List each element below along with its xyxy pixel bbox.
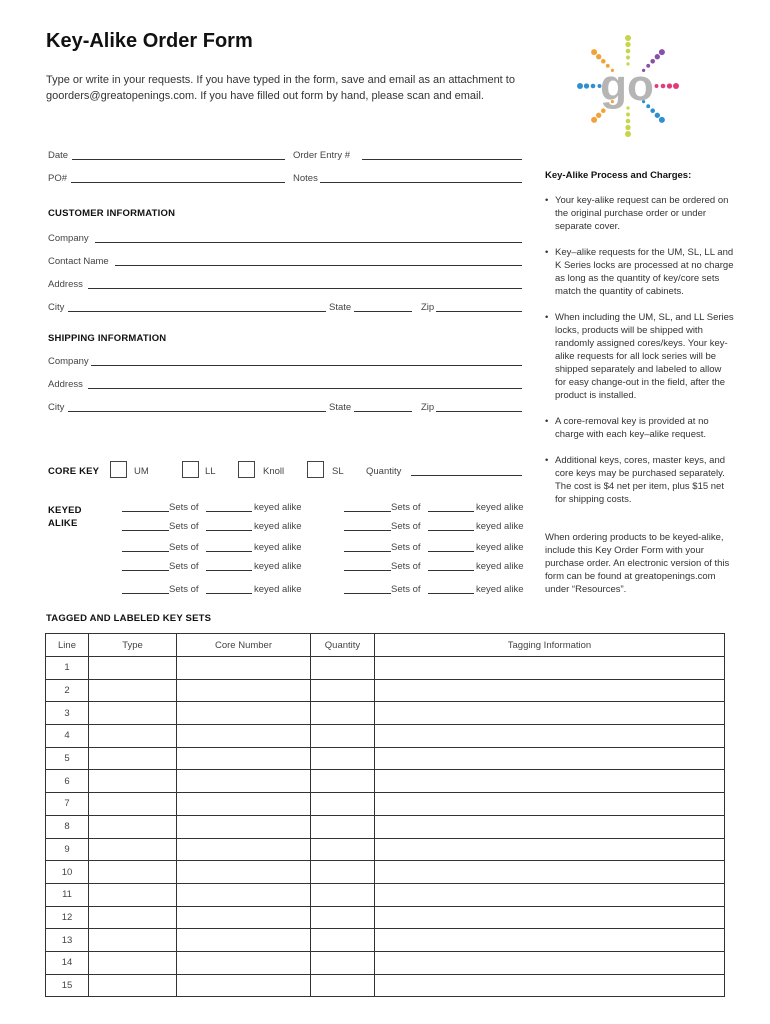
quantity-cell[interactable] <box>311 929 375 952</box>
logo-dot <box>673 83 679 89</box>
tagging-info-cell[interactable] <box>375 657 725 680</box>
process-bullet: • A core-removal key is provided at no charge with each key–alike request. <box>545 415 735 441</box>
core-number-cell[interactable] <box>177 974 311 997</box>
tagging-info-cell[interactable] <box>375 679 725 702</box>
keyed-alike-heading-1: KEYED <box>48 505 82 516</box>
keyed-alike-label: keyed alike <box>254 584 302 595</box>
table-row <box>46 838 725 861</box>
shipping-state-label: State <box>329 402 352 413</box>
core-number-cell[interactable] <box>177 770 311 793</box>
sets-of-label: Sets of <box>169 521 199 532</box>
sets-of-label: Sets of <box>169 584 199 595</box>
core-number-cell[interactable] <box>177 906 311 929</box>
logo-dot <box>584 83 589 88</box>
core-key-sl-label: SL <box>332 466 344 477</box>
keyed-sets-count-field[interactable] <box>344 570 391 571</box>
core-number-cell[interactable] <box>177 815 311 838</box>
tagging-info-cell[interactable] <box>375 861 725 884</box>
keyed-alike-label: keyed alike <box>476 521 524 532</box>
sets-of-label: Sets of <box>169 542 199 553</box>
line-number-cell: 11 <box>46 883 89 906</box>
process-bullet: • Key–alike requests for the UM, SL, LL and K Series locks are processed at no charge as long as the quantity of key/core sets match the quantity of cabinets. <box>545 246 735 298</box>
table-row <box>46 861 725 884</box>
shipping-state-field[interactable] <box>354 411 412 412</box>
keyed-sets-size-field[interactable] <box>428 511 474 512</box>
logo-dot <box>596 113 601 118</box>
shipping-zip-label: Zip <box>421 402 435 413</box>
sets-of-label: Sets of <box>391 521 421 532</box>
quantity-cell[interactable] <box>311 815 375 838</box>
logo-dot <box>625 42 630 47</box>
core-key-um-label: UM <box>134 466 149 477</box>
shipping-city-label: City <box>48 402 65 413</box>
customer-address-label: Address <box>48 279 83 290</box>
core-number-cell[interactable] <box>177 657 311 680</box>
line-number-cell: 8 <box>46 815 89 838</box>
keyed-alike-label: keyed alike <box>254 521 302 532</box>
process-charges-list <box>545 194 735 519</box>
quantity-cell[interactable] <box>311 861 375 884</box>
customer-company-field[interactable] <box>95 242 522 243</box>
core-key-ll-checkbox[interactable] <box>182 461 199 478</box>
type-cell[interactable] <box>89 793 177 816</box>
col-core-number-header: Core Number <box>177 634 311 657</box>
keyed-sets-count-field[interactable] <box>122 593 169 594</box>
type-cell[interactable] <box>89 702 177 725</box>
tagged-key-sets-table <box>45 633 725 997</box>
core-key-um-checkbox[interactable] <box>110 461 127 478</box>
tagging-info-cell[interactable] <box>375 838 725 861</box>
keyed-alike-label: keyed alike <box>476 502 524 513</box>
tagged-heading: TAGGED AND LABELED KEY SETS <box>46 613 212 624</box>
logo-dot <box>591 84 596 89</box>
customer-state-label: State <box>329 302 352 313</box>
type-cell[interactable] <box>89 679 177 702</box>
shipping-heading: SHIPPING INFORMATION <box>48 333 167 344</box>
ordering-note: When ordering products to be keyed-alike, include this Key Order Form with your purchase order. An electronic version of this form can be found at greatopenings.com under “Resources”. <box>545 532 730 595</box>
tagging-info-cell[interactable] <box>375 974 725 997</box>
core-key-sl-checkbox[interactable] <box>307 461 324 478</box>
type-cell[interactable] <box>89 929 177 952</box>
col-tagging-info-header: Tagging Information <box>375 634 725 657</box>
core-number-cell[interactable] <box>177 951 311 974</box>
table-row <box>46 679 725 702</box>
sets-of-label: Sets of <box>169 502 199 513</box>
sets-of-label: Sets of <box>391 502 421 513</box>
logo-dot <box>625 35 631 41</box>
shipping-company-field[interactable] <box>91 365 522 366</box>
col-type-header: Type <box>89 634 177 657</box>
line-number-cell: 13 <box>46 929 89 952</box>
core-number-cell[interactable] <box>177 861 311 884</box>
quantity-cell[interactable] <box>311 974 375 997</box>
quantity-cell[interactable] <box>311 702 375 725</box>
core-number-cell[interactable] <box>177 725 311 748</box>
sets-of-label: Sets of <box>391 584 421 595</box>
process-bullet: • Additional keys, cores, master keys, and core keys may be purchased separately. The cost is $4 net per item, plus $15 net for shipping costs. <box>545 454 735 506</box>
keyed-alike-heading-2: ALIKE <box>48 518 78 529</box>
line-number-cell: 1 <box>46 657 89 680</box>
shipping-company-label: Company <box>48 356 89 367</box>
quantity-cell[interactable] <box>311 951 375 974</box>
keyed-alike-label: keyed alike <box>476 584 524 595</box>
sets-of-label: Sets of <box>391 561 421 572</box>
core-number-cell[interactable] <box>177 793 311 816</box>
tagging-info-cell[interactable] <box>375 906 725 929</box>
logo-dot <box>667 83 672 88</box>
table-row <box>46 702 725 725</box>
keyed-sets-count-field[interactable] <box>122 530 169 531</box>
order-entry-label: Order Entry # <box>293 150 351 161</box>
table-row <box>46 793 725 816</box>
type-cell[interactable] <box>89 974 177 997</box>
customer-zip-field[interactable] <box>436 311 522 312</box>
keyed-sets-count-field[interactable] <box>344 593 391 594</box>
col-quantity-header: Quantity <box>311 634 375 657</box>
logo-wordmark: go <box>600 61 654 110</box>
line-number-cell: 12 <box>46 906 89 929</box>
table-row <box>46 770 725 793</box>
contact-name-field[interactable] <box>115 265 522 266</box>
process-bullet: • When including the UM, SL, and LL Series locks, products will be shipped with randomly assigned cores/keys. Your key-alike requests for all lock series will be shipped separately and labeled to allow for easy change-out in the field, after the product is installed. <box>545 311 735 402</box>
line-number-cell: 14 <box>46 951 89 974</box>
type-cell[interactable] <box>89 657 177 680</box>
keyed-sets-count-field[interactable] <box>122 511 169 512</box>
core-number-cell[interactable] <box>177 679 311 702</box>
logo-dot <box>626 56 630 60</box>
table-row <box>46 974 725 997</box>
notes-field[interactable] <box>320 182 522 183</box>
shipping-address-label: Address <box>48 379 83 390</box>
keyed-sets-count-field[interactable] <box>122 570 169 571</box>
notes-label: Notes <box>293 173 318 184</box>
tagging-info-cell[interactable] <box>375 883 725 906</box>
keyed-sets-size-field[interactable] <box>428 593 474 594</box>
quantity-cell[interactable] <box>311 906 375 929</box>
core-key-knoll-checkbox[interactable] <box>238 461 255 478</box>
type-cell[interactable] <box>89 883 177 906</box>
customer-company-label: Company <box>48 233 89 244</box>
process-charges-title: Key-Alike Process and Charges: <box>545 170 692 181</box>
keyed-sets-size-field[interactable] <box>206 511 252 512</box>
line-number-cell: 5 <box>46 747 89 770</box>
quantity-cell[interactable] <box>311 657 375 680</box>
customer-zip-label: Zip <box>421 302 435 313</box>
type-cell[interactable] <box>89 815 177 838</box>
type-cell[interactable] <box>89 906 177 929</box>
keyed-alike-label: keyed alike <box>254 502 302 513</box>
keyed-alike-label: keyed alike <box>476 542 524 553</box>
tagging-info-cell[interactable] <box>375 929 725 952</box>
tagging-info-cell[interactable] <box>375 951 725 974</box>
tagging-info-cell[interactable] <box>375 770 725 793</box>
tagging-info-cell[interactable] <box>375 747 725 770</box>
shipping-address-field[interactable] <box>88 388 522 389</box>
keyed-sets-size-field[interactable] <box>428 551 474 552</box>
line-number-cell: 9 <box>46 838 89 861</box>
table-header-row <box>46 634 725 657</box>
tagging-info-cell[interactable] <box>375 725 725 748</box>
customer-state-field[interactable] <box>354 311 412 312</box>
col-line-header: Line <box>46 634 89 657</box>
table-row <box>46 725 725 748</box>
logo-dot <box>626 119 631 124</box>
line-number-cell: 4 <box>46 725 89 748</box>
line-number-cell: 7 <box>46 793 89 816</box>
type-cell[interactable] <box>89 951 177 974</box>
keyed-sets-size-field[interactable] <box>206 551 252 552</box>
logo-dot <box>626 113 630 117</box>
sets-of-label: Sets of <box>169 561 199 572</box>
table-row <box>46 951 725 974</box>
process-bullet: • Your key-alike request can be ordered on the original purchase order or under separate cover. <box>545 194 735 233</box>
keyed-alike-label: keyed alike <box>476 561 524 572</box>
line-number-cell: 3 <box>46 702 89 725</box>
core-number-cell[interactable] <box>177 838 311 861</box>
line-number-cell: 2 <box>46 679 89 702</box>
line-number-cell: 10 <box>46 861 89 884</box>
logo-dot <box>625 131 631 137</box>
table-row <box>46 657 725 680</box>
quantity-cell[interactable] <box>311 838 375 861</box>
keyed-sets-size-field[interactable] <box>206 530 252 531</box>
logo-dot <box>659 117 665 123</box>
core-key-knoll-label: Knoll <box>263 466 285 477</box>
logo-dot <box>655 84 659 88</box>
customer-city-label: City <box>48 302 65 313</box>
logo-dot <box>591 117 597 123</box>
keyed-sets-count-field[interactable] <box>122 551 169 552</box>
shipping-city-field[interactable] <box>68 411 326 412</box>
contact-name-label: Contact Name <box>48 256 109 267</box>
form-title: Key-Alike Order Form <box>46 30 253 52</box>
logo-dot <box>591 49 597 55</box>
type-cell[interactable] <box>89 770 177 793</box>
date-label: Date <box>48 150 69 161</box>
quantity-cell[interactable] <box>311 679 375 702</box>
core-number-cell[interactable] <box>177 702 311 725</box>
tagging-info-cell[interactable] <box>375 815 725 838</box>
line-number-cell: 6 <box>46 770 89 793</box>
order-entry-field[interactable] <box>362 159 522 160</box>
core-number-cell[interactable] <box>177 883 311 906</box>
quantity-cell[interactable] <box>311 793 375 816</box>
po-field[interactable] <box>71 182 285 183</box>
keyed-alike-label: keyed alike <box>254 561 302 572</box>
tagging-info-cell[interactable] <box>375 793 725 816</box>
table-row <box>46 815 725 838</box>
keyed-sets-size-field[interactable] <box>206 593 252 594</box>
table-row <box>46 883 725 906</box>
logo-dot <box>655 54 660 59</box>
keyed-sets-size-field[interactable] <box>206 570 252 571</box>
table-row <box>46 929 725 952</box>
type-cell[interactable] <box>89 838 177 861</box>
logo-dot <box>661 84 666 89</box>
type-cell[interactable] <box>89 725 177 748</box>
core-number-cell[interactable] <box>177 747 311 770</box>
customer-address-field[interactable] <box>88 288 522 289</box>
keyed-sets-count-field[interactable] <box>344 530 391 531</box>
core-number-cell[interactable] <box>177 929 311 952</box>
logo-dot <box>625 125 630 130</box>
shipping-zip-field[interactable] <box>436 411 522 412</box>
logo-dot <box>596 54 601 59</box>
go-logo <box>572 34 684 138</box>
intro-text: Type or write in your requests. If you have typed in the form, save and email as an attachment to goorders@greatopenings.com. If you have filled out form by hand, please scan and email. <box>46 74 515 102</box>
customer-city-field[interactable] <box>68 311 326 312</box>
keyed-alike-label: keyed alike <box>254 542 302 553</box>
quantity-cell[interactable] <box>311 883 375 906</box>
keyed-sets-count-field[interactable] <box>344 511 391 512</box>
customer-heading: CUSTOMER INFORMATION <box>48 208 176 219</box>
table-row <box>46 906 725 929</box>
po-label: PO# <box>48 173 68 184</box>
quantity-cell[interactable] <box>311 725 375 748</box>
table-row <box>46 747 725 770</box>
line-number-cell: 15 <box>46 974 89 997</box>
core-key-quantity-label: Quantity <box>366 466 402 477</box>
logo-dot <box>577 83 583 89</box>
keyed-sets-size-field[interactable] <box>428 570 474 571</box>
core-key-ll-label: LL <box>205 466 216 477</box>
core-key-quantity-field[interactable] <box>411 475 522 476</box>
keyed-sets-count-field[interactable] <box>344 551 391 552</box>
logo-dot <box>626 49 631 54</box>
tagging-info-cell[interactable] <box>375 702 725 725</box>
date-field[interactable] <box>72 159 285 160</box>
core-key-heading: CORE KEY <box>48 466 100 477</box>
type-cell[interactable] <box>89 861 177 884</box>
keyed-sets-size-field[interactable] <box>428 530 474 531</box>
logo-dot <box>659 49 665 55</box>
quantity-cell[interactable] <box>311 770 375 793</box>
type-cell[interactable] <box>89 747 177 770</box>
logo-dot <box>655 113 660 118</box>
sets-of-label: Sets of <box>391 542 421 553</box>
quantity-cell[interactable] <box>311 747 375 770</box>
